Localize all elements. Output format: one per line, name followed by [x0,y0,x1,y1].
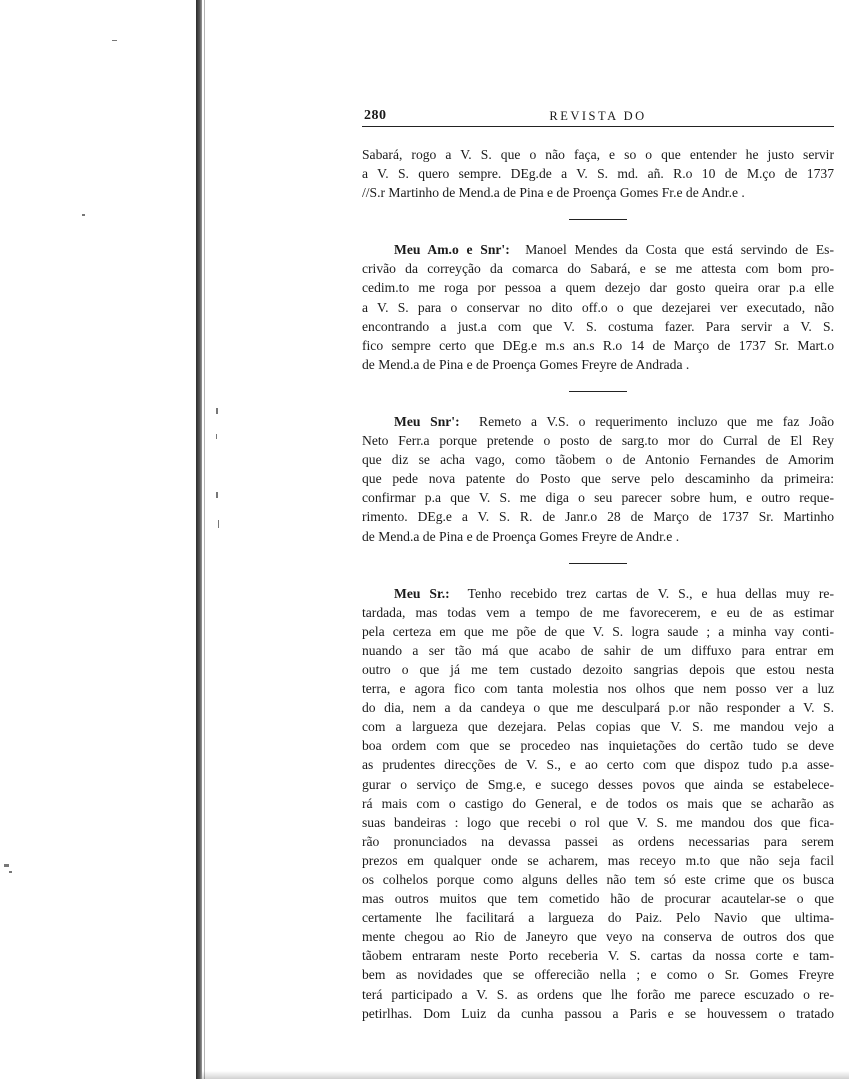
text-line: pela certeza em que me põe de que V. S. logra saude ; a minha vay conti- [362,623,834,639]
text-line: de Mend.a de Pina e de Proença Gomes Freyre de Andr.e . [362,528,680,544]
scan-speck [4,864,9,867]
text-line: mas outros muitos que tem cometido hão de procurar acautelar-se o que [362,891,834,907]
letter-continuation [362,145,834,202]
text-line-content: Remeto a V.S. o requerimento incluzo que me faz João [479,413,834,429]
text-line: as prudentes direcções de V. S., e ao certo com que dispoz tudo p.a asse- [362,757,834,773]
section-divider [569,391,627,392]
binding-gutter-line [196,0,202,1079]
text-line: confirmar p.a que V. S. me diga o seu parecer sobre hum, e outro reque- [362,490,834,506]
letter [362,412,834,546]
text-line: que pede nova patente do Posto que serve pelo descaminho da primeira: [362,471,834,487]
text-line: tãobem entraram neste Porto receberia V. S. cartas da nossa corte e tam- [362,948,834,964]
text-line: a V. S. quero sempre. DEg.de a V. S. md. añ. R.o 10 de M.ço de 1737 [362,166,834,182]
letter-salutation: Meu Am.o e Snr': [394,242,510,258]
text-line: que diz se acha vago, como tãobem o de Antonio Fernandes de Amorim [362,452,834,468]
text-line: mente chegou ao Rio de Janeyro que veyo na conserva de outros dos que [362,929,834,945]
text-line: terra, e agora fico com tanta molestia nos olhos que nem posso ver a luz [362,681,834,697]
running-head [362,106,834,127]
text-line: rá mais com o castigo do General, e de todos os mais que se acharão as [362,795,834,811]
text-line: rão pronunciados na devassa passei as ordens necessarias para serem [362,833,834,849]
text-line [362,240,834,259]
scan-speck [216,434,217,439]
text-line: nuando a ser tão má que acabo de sahir de um diffuxo para entrar em [362,642,834,658]
book-page [362,106,834,1023]
text-line: cedim.to me roga por pessoa a quem dezejo dar gosto queira orar p.a elle [362,280,834,296]
letter [362,584,834,1023]
text-line: rimento. DEg.e a V. S. R. de Janr.o 28 de Março de 1737 Sr. Martinho [362,509,834,525]
scan-speck [112,40,117,41]
text-line: do dia, nem a da candeya o que me desculpará p.or não responder a V. S. [362,700,834,716]
scan-speck [9,871,12,873]
text-line: Sabará, rogo a V. S. que o não faça, e so o que entender he justo servir [362,147,834,162]
text-line: certamente lhe facilitará a largueza do Paiz. Pelo Navio que ultima- [362,910,834,926]
scan-speck [216,492,218,498]
text-line: de Mend.a de Pina e de Proença Gomes Freyre de Andrada . [362,356,690,372]
text-line: terá participado a V. S. as ordens que lhe forão me parece escuzado o re- [362,986,834,1002]
text-line: com a largueza que dezejara. Pelas copias que V. S. me mandou vejo a [362,719,834,735]
scan-speck [82,214,85,216]
page-bottom-shadow [202,1071,849,1079]
text-line: tardada, mas todas vem a tempo de me favorecerem, e eu de as estimar [362,604,834,620]
body-text [362,145,834,1023]
text-line: bem as novidades que se offerecião nella ; e como o Sr. Gomes Freyre [362,967,834,983]
text-line: gurar o serviço de Smg.e, e sucego desses povos que ainda se estabelece- [362,776,834,792]
page-number: 280 [364,108,387,123]
section-divider [569,219,627,220]
text-line: encontrando a just.a com que V. S. costuma fazer. Para servir a V. S. [362,318,834,334]
journal-title: REVISTA DO [549,109,647,123]
text-line-content: Manoel Mendes da Costa que está servindo de Es- [525,242,834,258]
binding-gutter-edge [204,0,205,1079]
text-line: outro o que já me tem custado dezoito sangrias depois que estou nesta [362,661,834,677]
text-line: petirlhas. Dom Luiz da cunha passou a Paris e se houvessem o tratado [362,1005,834,1021]
text-line: a V. S. para o conservar no dito off.o o que dezejarei ver executado, não [362,299,834,315]
text-line: //S.r Martinho de Mend.a de Pina e de Proença Gomes Fr.e de Andr.e . [362,185,745,201]
text-line [362,412,834,431]
scan-speck [216,408,218,414]
text-line: prezos em qualquer onde se acharem, mas receyo m.to que não seja facil [362,852,834,868]
text-line: crivão da correyção da comarca do Sabará, e se me attesta com bom pro- [362,261,834,277]
scan-speck [218,520,219,528]
letter-salutation: Meu Sr.: [394,585,450,601]
letter-salutation: Meu Snr': [394,413,460,429]
letter [362,240,834,374]
text-line-content: Tenho recebido trez cartas de V. S., e hua dellas muy re- [467,585,834,601]
text-line: os colhelos porque como alguns delles não tem só este crime que os busca [362,872,834,887]
text-line: boa ordem com que se procedeo nas inquietações do certão tudo se deve [362,738,834,754]
section-divider [569,563,627,564]
binding-margin [0,0,196,1079]
text-line [362,584,834,603]
text-line: Neto Ferr.a porque pretende o posto de sarg.to mor do Curral de El Rey [362,433,834,449]
text-line: suas bandeiras : logo que recebi o rol que V. S. me mandou dos que fica- [362,814,834,830]
text-line: fico sempre certo que DEg.e m.s an.s R.o 14 de Março de 1737 Sr. Mart.o [362,337,834,353]
